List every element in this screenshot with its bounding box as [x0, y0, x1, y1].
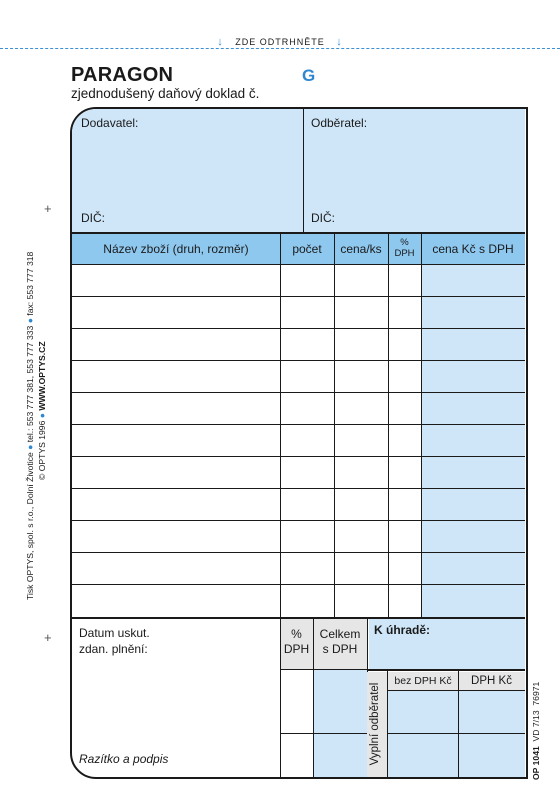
column-divider: [334, 232, 335, 617]
footer-row-line: [280, 733, 367, 734]
payment-divider: [367, 669, 525, 671]
footer-vat-percent-label: % DPH: [283, 627, 310, 656]
column-divider: [458, 669, 459, 779]
registration-mark-icon: +: [44, 201, 52, 216]
arrow-down-icon: ↓: [217, 36, 224, 48]
column-divider: [313, 619, 314, 779]
customer-label: Odběratel:: [311, 116, 368, 130]
header-bottom-line: [72, 264, 525, 265]
receipt-form: [70, 107, 528, 779]
document-title: PARAGON: [71, 64, 174, 86]
registration-mark-icon: +: [44, 630, 52, 645]
copyright-info: © OPTYS 1996 ● WWW.OPTYS.CZ: [37, 341, 47, 480]
arrow-down-icon: ↓: [336, 36, 343, 48]
column-divider: [387, 669, 388, 779]
stamp-signature-label: Razítko a podpis: [79, 752, 169, 766]
column-header-quantity: počet: [292, 242, 322, 256]
table-row: [72, 424, 525, 425]
column-divider: [280, 232, 281, 617]
column-divider: [280, 619, 281, 779]
without-vat-label: bez DPH Kč: [394, 675, 452, 687]
footer-header-line: [280, 669, 367, 670]
column-divider: [421, 232, 422, 617]
total-column-fill: [313, 669, 367, 779]
table-row: [72, 360, 525, 361]
vat-amount-label: DPH Kč: [471, 675, 512, 687]
table-row: [72, 584, 525, 585]
tax-columns-fill: [388, 691, 525, 779]
product-code: OP 1041 VD 7/13 76971: [531, 681, 541, 780]
tear-off-label: [0, 36, 560, 48]
table-row: [72, 392, 525, 393]
tear-off-line: [0, 48, 560, 49]
column-header-vat-percent: % DPH: [394, 237, 415, 259]
amount-due-label: K úhradě:: [374, 623, 431, 637]
tax-header-line: [387, 690, 525, 691]
footer-total-label: Celkem s DPH: [319, 627, 361, 656]
column-header-unit-price: cena/ks: [340, 242, 382, 256]
column-header-price-with-vat: cena Kč s DPH: [432, 242, 514, 256]
table-row: [72, 520, 525, 521]
tear-off-text: ZDE ODTRHNĚTE: [235, 37, 325, 47]
customer-tax-id-label: DIČ:: [311, 211, 335, 225]
printer-info: Tisk OPTYS, spol. s r.o., Dolní Životice ● tel.: 553 777 381, 553 777 333 ● fax: 553 777 318: [25, 251, 35, 600]
tax-row-line: [387, 733, 525, 734]
table-row: [72, 296, 525, 297]
document-subtitle: zjednodušený daňový doklad č.: [71, 86, 260, 101]
customer-fills-label: Vyplní odběratel: [369, 682, 381, 766]
series-letter: G: [302, 66, 316, 85]
parties-area: [72, 109, 525, 232]
table-row: [72, 488, 525, 489]
column-divider: [388, 232, 389, 617]
supplier-tax-id-label: DIČ:: [81, 211, 105, 225]
price-column-fill: [421, 265, 525, 617]
parties-divider: [303, 109, 304, 232]
table-row: [72, 328, 525, 329]
column-header-goods: Název zboží (druh, rozměr): [103, 242, 249, 256]
table-row: [72, 552, 525, 553]
transaction-date-label: Datum uskut. zdan. plnění:: [79, 626, 150, 656]
table-row: [72, 456, 525, 457]
supplier-label: Dodavatel:: [81, 116, 139, 130]
